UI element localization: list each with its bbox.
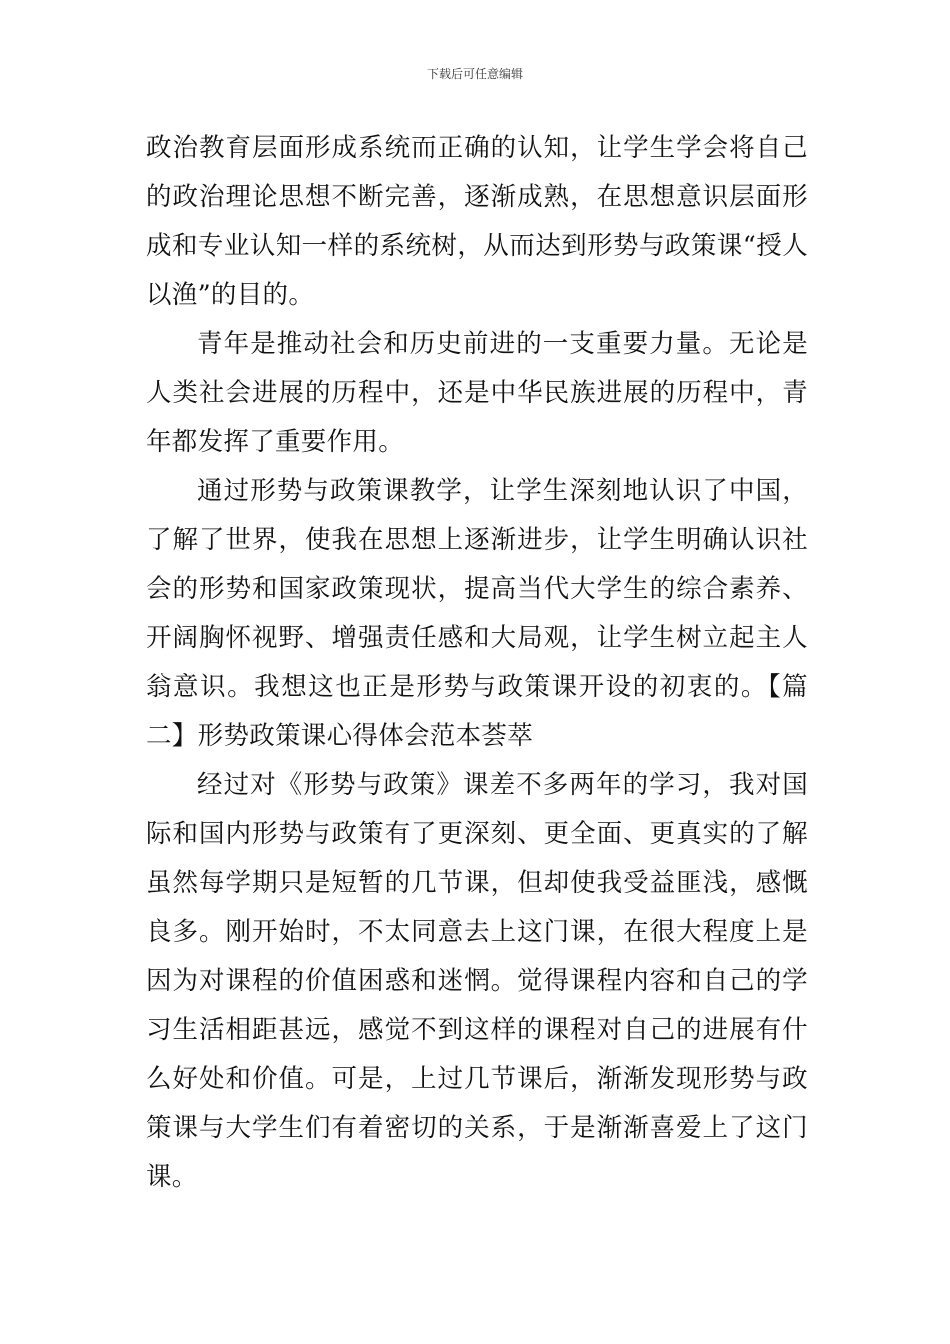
document-body (146, 124, 808, 1202)
paragraph-teaching: 通过形势与政策课教学，让学生深刻地认识了中国，了解了世界，使我在思想上逐渐进步，让学生明确认识社会的形势和国家政策现状，提高当代大学生的综合素养、开阔胸怀视野、增强责任感和大局观，让学生树立起主人翁意识。我想这也正是形势与政策课开设的初衷的。【篇二】形势政策课心得体会范本荟萃 (146, 476, 808, 751)
page-header: 下载后可任意编辑 (426, 67, 523, 81)
paragraph-study-experience: 经过对《形势与政策》课差不多两年的学习，我对国际和国内形势与政策有了更深刻、更全面、更真实的了解虽然每学期只是短暂的几节课，但却使我受益匪浅，感慨良多。刚开始时，不太同意去上这门课，在很大程度上是因为对课程的价值困惑和迷惘。觉得课程内容和自己的学习生活相距甚远，感觉不到这样的课程对自己的进展有什么好处和价值。可是，上过几节课后，渐渐发现形势与政策课与大学生们有着密切的关系，于是渐渐喜爱上了这门课。 (146, 770, 808, 1192)
paragraph-continued: 政治教育层面形成系统而正确的认知，让学生学会将自己的政治理论思想不断完善，逐渐成熟，在思想意识层面形成和专业认知一样的系统树，从而达到形势与政策课“授人以渔”的目的。 (146, 133, 808, 310)
paragraph-youth: 青年是推动社会和历史前进的一支重要力量。无论是人类社会进展的历程中，还是中华民族进展的历程中，青年都发挥了重要作用。 (146, 329, 808, 457)
